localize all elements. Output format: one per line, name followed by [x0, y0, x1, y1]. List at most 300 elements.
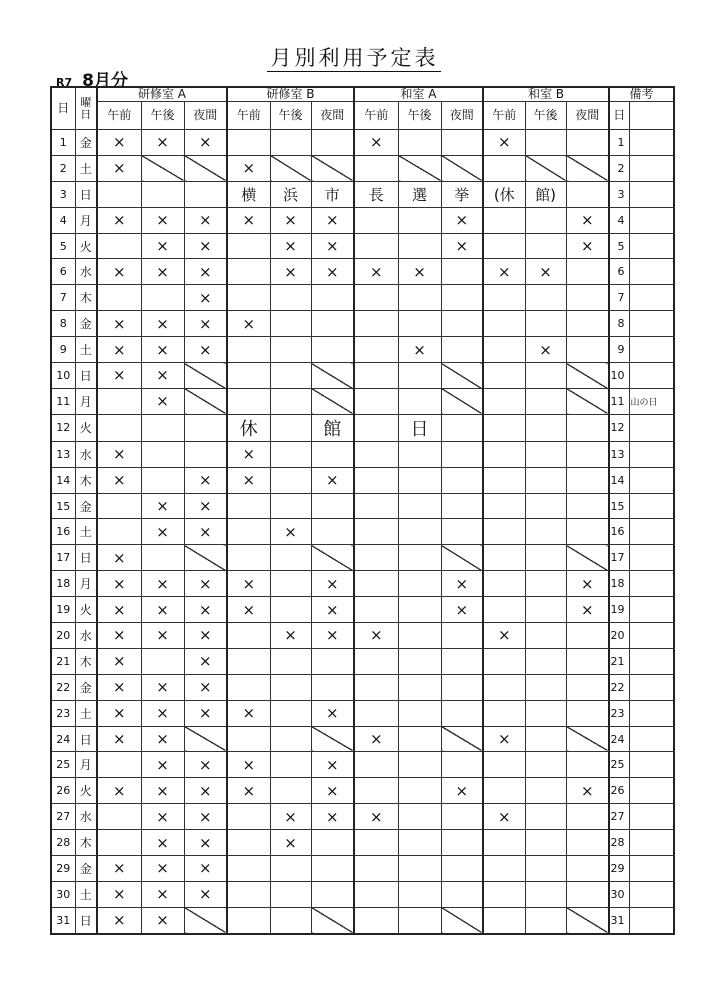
- empty-slot-washitsu-b: [483, 752, 525, 778]
- empty-slot-washitsu-b: [566, 337, 609, 363]
- day-cell: 19: [51, 597, 75, 623]
- reserved-mark-room-a: ×: [141, 752, 184, 778]
- reserved-mark-washitsu-a: ×: [354, 130, 398, 156]
- era-label: R7: [56, 76, 73, 89]
- notice-text-cell: 挙: [441, 181, 483, 207]
- empty-slot-washitsu-b: [525, 414, 566, 441]
- reserved-mark-room-a: ×: [184, 130, 227, 156]
- remarks-day-cell: 30: [609, 881, 629, 907]
- empty-slot-washitsu-a: [441, 441, 483, 467]
- weekday-cell: 水: [75, 259, 97, 285]
- empty-slot-washitsu-b: [525, 130, 566, 156]
- empty-slot-washitsu-a: [441, 467, 483, 493]
- empty-slot-washitsu-a: [354, 752, 398, 778]
- unavailable-slot-washitsu-a: [441, 726, 483, 752]
- empty-slot-washitsu-a: [398, 493, 441, 519]
- reserved-mark-washitsu-b: ×: [566, 571, 609, 597]
- remarks-note-cell: [629, 571, 674, 597]
- schedule-row: [51, 285, 674, 311]
- reserved-mark-room-a: ×: [184, 674, 227, 700]
- slot-header-room-b-3: 夜間: [311, 102, 354, 130]
- empty-slot-room-b: [227, 648, 270, 674]
- remarks-note-cell: [629, 856, 674, 882]
- reserved-mark-room-a: ×: [184, 856, 227, 882]
- empty-slot-room-b: [227, 907, 270, 933]
- empty-slot-washitsu-b: [483, 856, 525, 882]
- empty-slot-room-a: [97, 830, 141, 856]
- reserved-mark-room-a: ×: [141, 519, 184, 545]
- empty-slot-washitsu-b: [483, 363, 525, 389]
- unavailable-slot-washitsu-a: [398, 155, 441, 181]
- day-cell: 17: [51, 545, 75, 571]
- empty-slot-washitsu-a: [398, 752, 441, 778]
- header-row-rooms: [51, 87, 674, 102]
- empty-slot-washitsu-a: [441, 752, 483, 778]
- empty-slot-washitsu-a: [398, 388, 441, 414]
- empty-slot-room-b: [227, 233, 270, 259]
- reserved-mark-washitsu-b: ×: [566, 207, 609, 233]
- empty-slot-washitsu-a: [398, 674, 441, 700]
- notice-text-cell: 長: [354, 181, 398, 207]
- schedule-row: [51, 881, 674, 907]
- empty-slot-washitsu-b: [525, 752, 566, 778]
- empty-slot-washitsu-b: [566, 311, 609, 337]
- empty-slot-washitsu-a: [441, 623, 483, 649]
- reserved-mark-room-a: ×: [141, 597, 184, 623]
- month-unit: 月分: [93, 71, 128, 91]
- day-cell: 22: [51, 674, 75, 700]
- empty-slot-room-b: [270, 856, 311, 882]
- remarks-day-cell: 13: [609, 441, 629, 467]
- empty-slot-washitsu-b: [525, 545, 566, 571]
- empty-slot-washitsu-b: [566, 623, 609, 649]
- empty-slot-room-a: [97, 752, 141, 778]
- schedule-row: [51, 311, 674, 337]
- reserved-mark-room-a: ×: [184, 337, 227, 363]
- header-weekday-text: 曜 日: [80, 95, 92, 121]
- empty-slot-room-b: [270, 363, 311, 389]
- empty-slot-washitsu-b: [483, 778, 525, 804]
- remarks-note-cell: [629, 311, 674, 337]
- empty-slot-washitsu-a: [354, 881, 398, 907]
- remarks-note-cell: [629, 130, 674, 156]
- reserved-mark-room-a: ×: [97, 597, 141, 623]
- reserved-mark-room-b: ×: [311, 778, 354, 804]
- weekday-cell: 火: [75, 778, 97, 804]
- reserved-mark-washitsu-a: ×: [441, 597, 483, 623]
- weekday-cell: 日: [75, 181, 97, 207]
- remarks-note-cell: [629, 804, 674, 830]
- empty-slot-room-b: [311, 519, 354, 545]
- reserved-mark-washitsu-b: ×: [566, 233, 609, 259]
- reserved-mark-room-a: ×: [184, 311, 227, 337]
- weekday-cell: 金: [75, 130, 97, 156]
- day-cell: 6: [51, 259, 75, 285]
- empty-slot-washitsu-a: [354, 233, 398, 259]
- remarks-day-cell: 2: [609, 155, 629, 181]
- reserved-mark-room-a: ×: [97, 726, 141, 752]
- remarks-note-cell: [629, 181, 674, 207]
- weekday-cell: 水: [75, 441, 97, 467]
- reserved-mark-room-a: ×: [97, 700, 141, 726]
- unavailable-slot-washitsu-b: [566, 363, 609, 389]
- header-day: 日: [51, 87, 75, 130]
- unavailable-slot-room-a: [184, 155, 227, 181]
- empty-slot-washitsu-b: [566, 752, 609, 778]
- empty-slot-room-a: [97, 388, 141, 414]
- empty-slot-room-b: [270, 881, 311, 907]
- empty-slot-room-b: [227, 545, 270, 571]
- slot-header-room-a-3: 夜間: [184, 102, 227, 130]
- reserved-mark-washitsu-a: ×: [354, 623, 398, 649]
- reserved-mark-room-a: ×: [97, 259, 141, 285]
- remarks-day-cell: 8: [609, 311, 629, 337]
- empty-slot-washitsu-a: [398, 778, 441, 804]
- reserved-mark-room-b: ×: [227, 207, 270, 233]
- empty-slot-washitsu-b: [483, 545, 525, 571]
- slot-header-room-a-2: 午後: [141, 102, 184, 130]
- unavailable-slot-room-a: [184, 545, 227, 571]
- weekday-cell: 木: [75, 467, 97, 493]
- unavailable-slot-washitsu-a: [441, 388, 483, 414]
- empty-slot-washitsu-b: [483, 674, 525, 700]
- notice-text-cell: 館): [525, 181, 566, 207]
- reserved-mark-washitsu-a: ×: [441, 233, 483, 259]
- unavailable-slot-washitsu-b: [566, 388, 609, 414]
- day-cell: 12: [51, 414, 75, 441]
- reserved-mark-room-b: ×: [311, 233, 354, 259]
- weekday-cell: 火: [75, 233, 97, 259]
- empty-slot-room-b: [227, 130, 270, 156]
- header-weekday: [75, 87, 97, 130]
- slot-header-washitsu-a-3: 夜間: [441, 102, 483, 130]
- empty-slot-washitsu-a: [398, 363, 441, 389]
- remarks-day-cell: 23: [609, 700, 629, 726]
- header-room-a: 研修室 A: [97, 87, 227, 102]
- empty-slot-washitsu-b: [525, 493, 566, 519]
- remarks-note-cell: [629, 285, 674, 311]
- reserved-mark-room-a: ×: [141, 259, 184, 285]
- day-cell: 25: [51, 752, 75, 778]
- empty-slot-room-a: [184, 414, 227, 441]
- remarks-day-cell: 3: [609, 181, 629, 207]
- slot-header-room-a-1: 午前: [97, 102, 141, 130]
- empty-slot-washitsu-a: [354, 571, 398, 597]
- empty-slot-room-b: [311, 493, 354, 519]
- remarks-note-cell: [629, 881, 674, 907]
- reserved-mark-room-a: ×: [97, 467, 141, 493]
- empty-slot-room-b: [270, 414, 311, 441]
- header-row-slots: [51, 102, 674, 130]
- empty-slot-washitsu-a: [354, 207, 398, 233]
- schedule-row: [51, 130, 674, 156]
- empty-slot-room-b: [227, 493, 270, 519]
- schedule-row: [51, 181, 674, 207]
- remarks-day-cell: 15: [609, 493, 629, 519]
- reserved-mark-room-a: ×: [97, 623, 141, 649]
- empty-slot-room-b: [311, 337, 354, 363]
- reserved-mark-room-a: ×: [184, 207, 227, 233]
- reserved-mark-washitsu-a: ×: [441, 778, 483, 804]
- empty-slot-room-b: [227, 285, 270, 311]
- reserved-mark-room-a: ×: [141, 233, 184, 259]
- weekday-cell: 火: [75, 414, 97, 441]
- empty-slot-room-a: [97, 493, 141, 519]
- empty-slot-room-b: [227, 363, 270, 389]
- reserved-mark-room-a: ×: [184, 285, 227, 311]
- empty-slot-washitsu-b: [525, 648, 566, 674]
- schedule-row: [51, 700, 674, 726]
- reserved-mark-room-a: ×: [184, 493, 227, 519]
- empty-slot-washitsu-a: [354, 856, 398, 882]
- remarks-note-cell: [629, 674, 674, 700]
- reserved-mark-room-a: ×: [141, 907, 184, 933]
- empty-slot-washitsu-b: [525, 674, 566, 700]
- empty-slot-room-a: [97, 233, 141, 259]
- empty-slot-washitsu-b: [483, 467, 525, 493]
- reserved-mark-washitsu-b: ×: [525, 259, 566, 285]
- empty-slot-washitsu-b: [525, 856, 566, 882]
- remarks-note-cell: [629, 337, 674, 363]
- unavailable-slot-washitsu-b: [566, 155, 609, 181]
- schedule-row: [51, 830, 674, 856]
- remarks-day-cell: 24: [609, 726, 629, 752]
- empty-slot-washitsu-b: [525, 571, 566, 597]
- empty-slot-room-b: [270, 311, 311, 337]
- reserved-mark-room-a: ×: [97, 441, 141, 467]
- empty-slot-room-b: [270, 700, 311, 726]
- empty-slot-room-a: [97, 804, 141, 830]
- schedule-body: [51, 130, 674, 934]
- empty-slot-washitsu-a: [441, 130, 483, 156]
- empty-slot-room-b: [311, 830, 354, 856]
- empty-slot-washitsu-a: [354, 388, 398, 414]
- reserved-mark-room-a: ×: [97, 907, 141, 933]
- weekday-cell: 木: [75, 285, 97, 311]
- empty-slot-room-b: [270, 545, 311, 571]
- empty-slot-washitsu-a: [354, 311, 398, 337]
- empty-slot-room-b: [270, 726, 311, 752]
- empty-slot-washitsu-a: [354, 648, 398, 674]
- empty-slot-washitsu-b: [566, 285, 609, 311]
- remarks-note-cell: [629, 519, 674, 545]
- reserved-mark-washitsu-b: ×: [483, 726, 525, 752]
- empty-slot-room-b: [270, 285, 311, 311]
- reserved-mark-room-b: ×: [311, 752, 354, 778]
- reserved-mark-room-b: ×: [311, 623, 354, 649]
- schedule-row: [51, 388, 674, 414]
- reserved-mark-room-a: ×: [97, 207, 141, 233]
- empty-slot-room-b: [311, 881, 354, 907]
- notice-text-cell: 浜: [270, 181, 311, 207]
- empty-slot-room-b: [311, 856, 354, 882]
- unavailable-slot-room-b: [311, 155, 354, 181]
- unavailable-slot-washitsu-a: [441, 545, 483, 571]
- unavailable-slot-washitsu-b: [566, 545, 609, 571]
- reserved-mark-washitsu-b: ×: [483, 130, 525, 156]
- schedule-table: [50, 86, 675, 935]
- empty-slot-room-b: [270, 907, 311, 933]
- reserved-mark-washitsu-b: ×: [566, 778, 609, 804]
- schedule-row: [51, 363, 674, 389]
- empty-slot-room-a: [141, 441, 184, 467]
- empty-slot-washitsu-b: [525, 311, 566, 337]
- reserved-mark-room-a: ×: [97, 545, 141, 571]
- empty-slot-washitsu-a: [441, 881, 483, 907]
- reserved-mark-washitsu-a: ×: [354, 726, 398, 752]
- empty-slot-room-b: [311, 311, 354, 337]
- remarks-note-cell: [629, 259, 674, 285]
- empty-slot-washitsu-a: [354, 155, 398, 181]
- reserved-mark-room-a: ×: [184, 648, 227, 674]
- day-cell: 18: [51, 571, 75, 597]
- reserved-mark-room-b: ×: [227, 155, 270, 181]
- remarks-day-cell: 18: [609, 571, 629, 597]
- empty-slot-washitsu-b: [525, 467, 566, 493]
- empty-slot-washitsu-b: [483, 519, 525, 545]
- slot-header-room-b-2: 午後: [270, 102, 311, 130]
- empty-slot-washitsu-a: [441, 311, 483, 337]
- slot-header-room-b-1: 午前: [227, 102, 270, 130]
- remarks-day-cell: 25: [609, 752, 629, 778]
- notice-text-cell: 横: [227, 181, 270, 207]
- remarks-day-cell: 9: [609, 337, 629, 363]
- reserved-mark-washitsu-a: ×: [354, 259, 398, 285]
- remarks-note-cell: [629, 467, 674, 493]
- reserved-mark-room-b: ×: [270, 804, 311, 830]
- empty-slot-washitsu-b: [483, 233, 525, 259]
- empty-slot-room-b: [311, 130, 354, 156]
- remarks-day-cell: 4: [609, 207, 629, 233]
- schedule-row: [51, 674, 674, 700]
- empty-slot-washitsu-a: [354, 363, 398, 389]
- reserved-mark-room-a: ×: [97, 856, 141, 882]
- reserved-mark-washitsu-b: ×: [483, 259, 525, 285]
- day-cell: 21: [51, 648, 75, 674]
- header-room-b: 研修室 B: [227, 87, 354, 102]
- empty-slot-washitsu-a: [398, 856, 441, 882]
- remarks-note-cell: [629, 830, 674, 856]
- empty-slot-washitsu-b: [566, 830, 609, 856]
- empty-slot-room-a: [184, 181, 227, 207]
- reserved-mark-room-a: ×: [141, 130, 184, 156]
- reserved-mark-room-a: ×: [97, 881, 141, 907]
- reserved-mark-room-a: ×: [184, 752, 227, 778]
- empty-slot-washitsu-a: [398, 804, 441, 830]
- schedule-row: [51, 519, 674, 545]
- schedule-row: [51, 414, 674, 441]
- schedule-row: [51, 545, 674, 571]
- empty-slot-washitsu-a: [441, 648, 483, 674]
- empty-slot-washitsu-b: [483, 285, 525, 311]
- empty-slot-washitsu-a: [354, 467, 398, 493]
- remarks-day-cell: 11: [609, 388, 629, 414]
- empty-slot-washitsu-a: [354, 907, 398, 933]
- reserved-mark-room-a: ×: [141, 726, 184, 752]
- remarks-note-cell: [629, 907, 674, 933]
- empty-slot-washitsu-a: [398, 207, 441, 233]
- empty-slot-washitsu-a: [398, 623, 441, 649]
- empty-slot-room-a: [141, 545, 184, 571]
- reserved-mark-room-b: ×: [311, 804, 354, 830]
- empty-slot-washitsu-b: [525, 881, 566, 907]
- empty-slot-washitsu-a: [441, 804, 483, 830]
- empty-slot-room-b: [227, 623, 270, 649]
- day-cell: 16: [51, 519, 75, 545]
- empty-slot-washitsu-a: [398, 648, 441, 674]
- reserved-mark-washitsu-a: ×: [398, 337, 441, 363]
- day-cell: 10: [51, 363, 75, 389]
- remarks-note-cell: [629, 363, 674, 389]
- empty-slot-room-b: [227, 856, 270, 882]
- day-cell: 3: [51, 181, 75, 207]
- reserved-mark-room-a: ×: [184, 259, 227, 285]
- empty-slot-washitsu-a: [354, 414, 398, 441]
- empty-slot-washitsu-b: [483, 311, 525, 337]
- empty-slot-washitsu-a: [398, 467, 441, 493]
- slot-header-washitsu-a-2: 午後: [398, 102, 441, 130]
- empty-slot-room-b: [311, 648, 354, 674]
- empty-slot-washitsu-a: [398, 881, 441, 907]
- empty-slot-washitsu-a: [441, 493, 483, 519]
- reserved-mark-room-b: ×: [270, 623, 311, 649]
- schedule-row: [51, 441, 674, 467]
- empty-slot-washitsu-a: [354, 830, 398, 856]
- empty-slot-washitsu-b: [483, 493, 525, 519]
- empty-slot-washitsu-a: [441, 700, 483, 726]
- day-cell: 15: [51, 493, 75, 519]
- remarks-note-cell: [629, 414, 674, 441]
- empty-slot-room-a: [141, 181, 184, 207]
- empty-slot-room-b: [270, 388, 311, 414]
- reserved-mark-room-a: ×: [97, 155, 141, 181]
- empty-slot-washitsu-a: [398, 571, 441, 597]
- remarks-day-cell: 1: [609, 130, 629, 156]
- empty-slot-washitsu-a: [354, 519, 398, 545]
- schedule-row: [51, 337, 674, 363]
- reserved-mark-washitsu-b: ×: [525, 337, 566, 363]
- schedule-row: [51, 467, 674, 493]
- empty-slot-washitsu-b: [525, 700, 566, 726]
- empty-slot-washitsu-b: [525, 804, 566, 830]
- weekday-cell: 日: [75, 363, 97, 389]
- notice-text-cell: 館: [311, 414, 354, 441]
- unavailable-slot-room-a: [184, 363, 227, 389]
- remarks-day-cell: 28: [609, 830, 629, 856]
- reserved-mark-room-b: ×: [311, 207, 354, 233]
- reserved-mark-room-b: ×: [227, 752, 270, 778]
- empty-slot-washitsu-a: [441, 674, 483, 700]
- schedule-row: [51, 207, 674, 233]
- reserved-mark-room-a: ×: [141, 881, 184, 907]
- day-cell: 31: [51, 907, 75, 933]
- schedule-row: [51, 259, 674, 285]
- weekday-cell: 月: [75, 388, 97, 414]
- reserved-mark-room-b: ×: [270, 207, 311, 233]
- empty-slot-washitsu-b: [566, 441, 609, 467]
- empty-slot-room-b: [311, 674, 354, 700]
- unavailable-slot-washitsu-b: [566, 726, 609, 752]
- reserved-mark-room-b: ×: [227, 700, 270, 726]
- empty-slot-room-a: [141, 414, 184, 441]
- reserved-mark-room-a: ×: [97, 674, 141, 700]
- weekday-cell: 金: [75, 674, 97, 700]
- weekday-cell: 月: [75, 571, 97, 597]
- empty-slot-washitsu-b: [566, 648, 609, 674]
- month-number: 8: [82, 71, 94, 91]
- remarks-day-cell: 31: [609, 907, 629, 933]
- unavailable-slot-room-b: [311, 363, 354, 389]
